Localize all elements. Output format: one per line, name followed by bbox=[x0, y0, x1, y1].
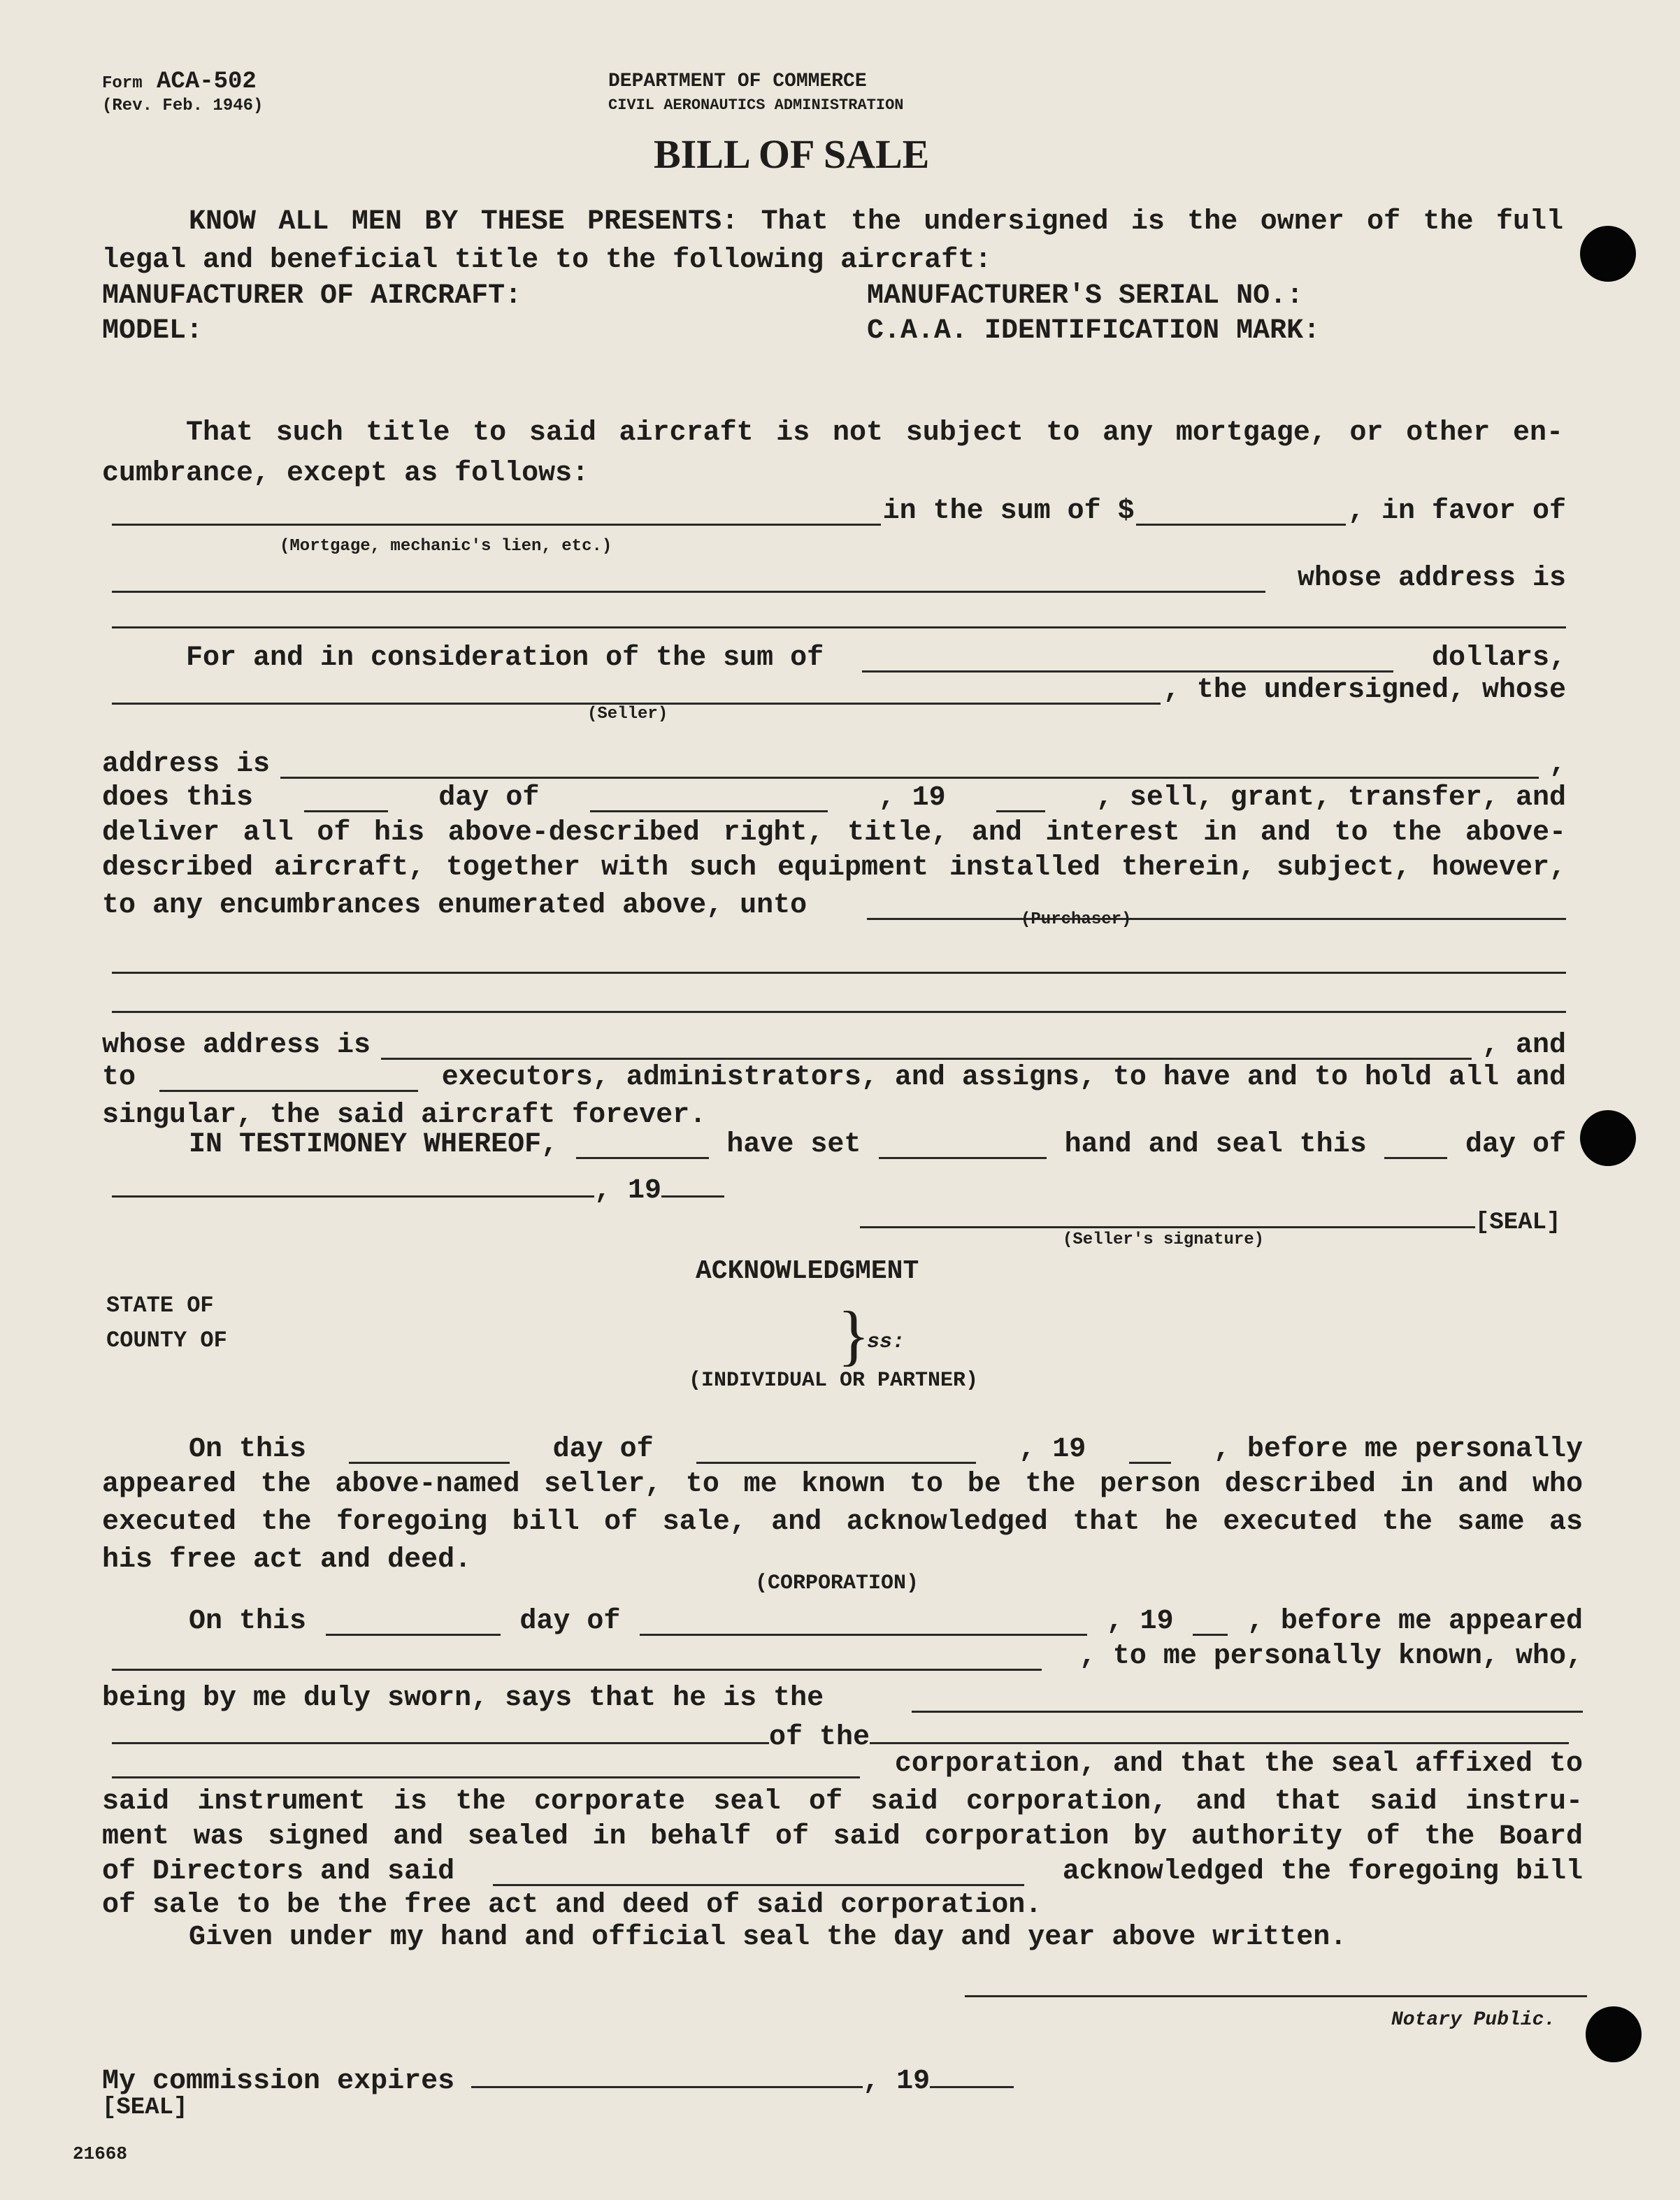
consideration-sum-field[interactable] bbox=[862, 647, 1393, 673]
acknowledgment-title: ACKNOWLEDGMENT bbox=[696, 1256, 919, 1286]
lienholder-address-field[interactable] bbox=[112, 603, 1566, 628]
notary-label: Notary Public. bbox=[1391, 2009, 1556, 2031]
address-label: address is bbox=[102, 749, 271, 780]
corporation-line-2: ment was signed and sealed in behalf of said corporation by authority of the Board bbox=[102, 1821, 1583, 1853]
and-label: , and bbox=[1481, 1030, 1566, 1061]
year-field[interactable] bbox=[996, 786, 1045, 812]
model-label: MODEL: bbox=[102, 315, 203, 347]
year-prefix: , 19 bbox=[878, 782, 946, 814]
signature-caption: (Seller's signature) bbox=[1063, 1230, 1265, 1249]
ack-year-field[interactable] bbox=[1129, 1438, 1171, 1464]
month-field[interactable] bbox=[590, 786, 828, 812]
singular-line: singular, the said aircraft forever. bbox=[102, 1100, 707, 1131]
corp-day-of-label: day of bbox=[519, 1606, 621, 1637]
corp-on-this-label: On this bbox=[189, 1606, 307, 1637]
purchaser-field[interactable] bbox=[867, 894, 1566, 920]
corp-year-field[interactable] bbox=[1193, 1610, 1228, 1636]
ack-year-prefix: , 19 bbox=[1019, 1434, 1086, 1465]
given-line: Given under my hand and official seal the day and year above written. bbox=[189, 1922, 1347, 1953]
form-no: ACA-502 bbox=[157, 69, 257, 95]
before-personally-label: , before me personally bbox=[1213, 1434, 1583, 1465]
of-the-label: of the bbox=[769, 1722, 870, 1753]
county-label: COUNTY OF bbox=[106, 1328, 227, 1353]
corporation-name-field-2[interactable] bbox=[112, 1753, 860, 1778]
testimony-month-field[interactable] bbox=[112, 1172, 594, 1198]
seller-signature-field[interactable] bbox=[860, 1202, 1475, 1228]
deliver-line: deliver all of his above-described right, title, and interest in and to the above- bbox=[102, 817, 1566, 849]
individual-line-2: appeared the above-named seller, to me known to be the person described in and who bbox=[102, 1469, 1583, 1500]
have-set-label: have set bbox=[726, 1129, 861, 1160]
ack-day-field[interactable] bbox=[349, 1438, 510, 1464]
testimony-day-of-label: day of bbox=[1465, 1129, 1566, 1160]
sell-label: , sell, grant, transfer, and bbox=[1096, 782, 1566, 814]
sum-label: in the sum of $ bbox=[882, 496, 1135, 527]
commission-year-field[interactable] bbox=[930, 2062, 1014, 2088]
ack-month-field[interactable] bbox=[696, 1438, 976, 1464]
notary-seal-label: [SEAL] bbox=[102, 2094, 188, 2121]
hand-seal-label: hand and seal this bbox=[1064, 1129, 1367, 1160]
punch-hole bbox=[1580, 226, 1636, 282]
seller-address-field[interactable] bbox=[280, 753, 1539, 779]
individual-caption: (INDIVIDUAL OR PARTNER) bbox=[689, 1369, 979, 1393]
acknowledged-label: acknowledged the foregoing bill bbox=[1062, 1856, 1583, 1888]
administration-name: CIVIL AERONAUTICS ADMINISTRATION bbox=[608, 96, 904, 114]
testimony-label: IN TESTIMONEY WHEREOF, bbox=[189, 1129, 559, 1160]
corporation-name-field[interactable] bbox=[870, 1718, 1569, 1744]
mortgage-field[interactable] bbox=[112, 500, 881, 526]
day-of-label: day of bbox=[438, 782, 540, 814]
corporation-caption: (CORPORATION) bbox=[755, 1572, 919, 1595]
testimony-day-field[interactable] bbox=[1384, 1133, 1447, 1159]
punch-hole bbox=[1580, 1110, 1636, 1166]
page-title: BILL OF SALE bbox=[654, 131, 930, 177]
corporation-line-1: said instrument is the corporate seal of said corporation, and that said instru- bbox=[102, 1786, 1583, 1818]
form-label: Form bbox=[102, 74, 143, 93]
corp-officer-field[interactable] bbox=[112, 1645, 1042, 1671]
purchaser-address-label: whose address is bbox=[102, 1030, 371, 1061]
mortgage-caption: (Mortgage, mechanic's lien, etc.) bbox=[280, 537, 612, 556]
purchaser-caption: (Purchaser) bbox=[1021, 910, 1132, 929]
commission-label: My commission expires bbox=[102, 2066, 455, 2097]
individual-line-3: executed the foregoing bill of sale, and acknowledged that he executed the same as bbox=[102, 1507, 1583, 1538]
footer-number: 21668 bbox=[73, 2143, 128, 2164]
seller-caption: (Seller) bbox=[587, 705, 668, 724]
directors-label: of Directors and said bbox=[102, 1856, 455, 1888]
ack-day-of-label: day of bbox=[552, 1434, 654, 1465]
testimony-year-field[interactable] bbox=[661, 1172, 724, 1198]
testimony-who-field[interactable] bbox=[576, 1133, 709, 1159]
officer-title-field[interactable] bbox=[912, 1687, 1583, 1713]
encumbrance-line-2: cumbrance, except as follows: bbox=[102, 458, 589, 489]
department-name: DEPARTMENT OF COMMERCE bbox=[608, 71, 867, 92]
notary-signature-field[interactable] bbox=[965, 1971, 1587, 1997]
corp-year-prefix: , 19 bbox=[1106, 1606, 1174, 1637]
to-label: to bbox=[102, 1062, 136, 1093]
does-this-label: does this bbox=[102, 782, 254, 814]
personally-known-label: , to me personally known, who, bbox=[1079, 1641, 1583, 1672]
brace: } bbox=[838, 1297, 870, 1372]
seller-field[interactable] bbox=[112, 679, 1161, 705]
mortgage-sum-field[interactable] bbox=[1136, 500, 1346, 526]
in-favor-label: , in favor of bbox=[1347, 496, 1566, 527]
dollars-label: dollars, bbox=[1431, 642, 1566, 674]
manufacturer-label: MANUFACTURER OF AIRCRAFT: bbox=[102, 280, 522, 312]
lienholder-field[interactable] bbox=[112, 567, 1265, 593]
undersigned-label: , the undersigned, whose bbox=[1163, 675, 1566, 706]
comma: , bbox=[1549, 749, 1566, 780]
corporation-line-4: of sale to be the free act and deed of said corporation. bbox=[102, 1890, 1042, 1921]
being-sworn-label: being by me duly sworn, says that he is the bbox=[102, 1683, 824, 1714]
unto-label: to any encumbrances enumerated above, unto bbox=[102, 890, 807, 921]
purchaser-line-3[interactable] bbox=[112, 987, 1566, 1013]
state-label: STATE OF bbox=[106, 1293, 214, 1318]
on-this-label: On this bbox=[189, 1434, 307, 1465]
seal-label: [SEAL] bbox=[1475, 1209, 1561, 1236]
commission-year-prefix: , 19 bbox=[863, 2066, 931, 2097]
day-field[interactable] bbox=[304, 786, 388, 812]
corp-month-field[interactable] bbox=[640, 1610, 1087, 1636]
serial-label: MANUFACTURER'S SERIAL NO.: bbox=[867, 280, 1304, 312]
individual-line-4: his free act and deed. bbox=[102, 1544, 472, 1576]
caa-mark-label: C.A.A. IDENTIFICATION MARK: bbox=[867, 315, 1321, 347]
corp-day-field[interactable] bbox=[326, 1610, 501, 1636]
heirs-field[interactable] bbox=[159, 1066, 418, 1092]
testimony-year-prefix: , 19 bbox=[594, 1175, 662, 1207]
corp-seal-label: corporation, and that the seal affixed to bbox=[894, 1748, 1583, 1780]
encumbrance-line-1: That such title to said aircraft is not subject to any mortgage, or other en- bbox=[186, 417, 1563, 449]
intro-line-1: KNOW ALL MEN BY THESE PRESENTS: That the undersigned is the owner of the full bbox=[189, 206, 1563, 238]
intro-line-2: legal and beneficial title to the following aircraft: bbox=[102, 245, 992, 276]
whose-address-label: whose address is bbox=[1297, 563, 1566, 594]
before-appeared-label: , before me appeared bbox=[1247, 1606, 1583, 1637]
officer-title-field-2[interactable] bbox=[112, 1718, 769, 1744]
executors-label: executors, administrators, and assigns, to have and to hold all and bbox=[441, 1062, 1566, 1093]
consideration-label: For and in consideration of the sum of bbox=[186, 642, 824, 674]
form-revision: (Rev. Feb. 1946) bbox=[102, 96, 264, 115]
punch-hole bbox=[1586, 2006, 1642, 2062]
form-number bbox=[102, 70, 257, 94]
purchaser-address-field[interactable] bbox=[381, 1034, 1472, 1060]
ss-label: ss: bbox=[867, 1330, 905, 1354]
commission-expires-field[interactable] bbox=[471, 2062, 863, 2088]
officer-name-field[interactable] bbox=[493, 1860, 1024, 1886]
testimony-pronoun-field[interactable] bbox=[879, 1133, 1047, 1159]
described-line: described aircraft, together with such equipment installed therein, subject, however, bbox=[102, 852, 1566, 884]
purchaser-line-2[interactable] bbox=[112, 948, 1566, 974]
